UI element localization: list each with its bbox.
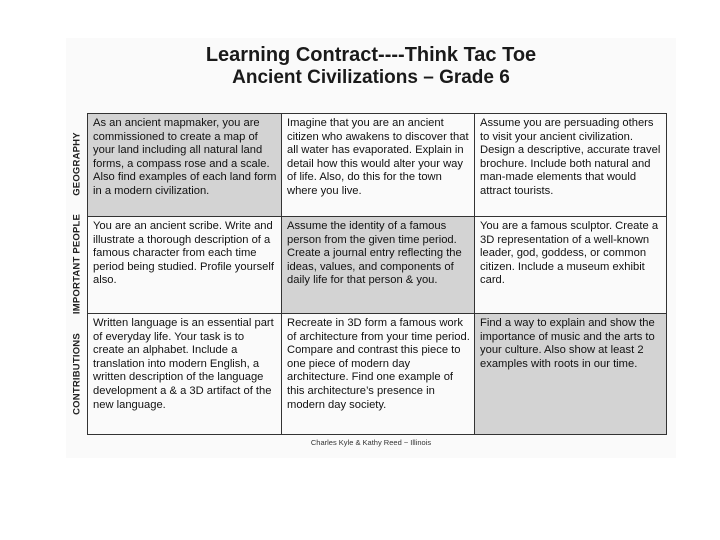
row-label-geography: GEOGRAPHY <box>71 132 83 196</box>
grid-cell-contributions-3: Find a way to explain and show the importance of music and the arts to your culture. Also show at least 2 examples with roots in our time. <box>475 314 667 435</box>
grid-cell-people-2: Assume the identity of a famous person from the given time period. Create a journal entry reflecting the ideas, values, and components of daily life for that person & you. <box>282 217 475 314</box>
document-title <box>66 44 676 89</box>
grid-cell-geography-3: Assume you are persuading others to visit your ancient civilization. Design a descriptive, accurate travel brochure. Include both natural and man-made elements that would attract tourists. <box>475 114 667 217</box>
grid-cell-contributions-1: Written language is an essential part of everyday life. Your task is to create an alphabet. Include a translation into modern English, a written description of the language development a & a 3D artifact of the new language. <box>88 314 282 435</box>
grid-cell-people-1: You are an ancient scribe. Write and illustrate a thorough description of a famous character from each time period being studied. Profile yourself also. <box>88 217 282 314</box>
grid-row-contributions <box>88 314 667 435</box>
grid-cell-contributions-2: Recreate in 3D form a famous work of architecture from your time period. Compare and contrast this piece to one piece of modern day architecture. Find one example of this architecture’s presence in modern day society. <box>282 314 475 435</box>
grid-row-important-people <box>88 217 667 314</box>
row-label-contributions: CONTRIBUTIONS <box>71 333 83 415</box>
credit-footer: Charles Kyle & Kathy Reed ~ Illinois <box>310 438 432 447</box>
row-label-important-people: IMPORTANT PEOPLE <box>71 213 83 315</box>
grid-cell-people-3: You are a famous sculptor. Create a 3D representation of a well-known leader, god, goddess, or common citizen. Include a museum exhibit card. <box>475 217 667 314</box>
title-line-1: Learning Contract----Think Tac Toe <box>205 44 537 66</box>
grid-cell-geography-2: Imagine that you are an ancient citizen who awakens to discover that all water has evaporated. Explain in detail how this would alter your way of life. Also, do this for the town where you live. <box>282 114 475 217</box>
grid-cell-geography-1: As an ancient mapmaker, you are commissioned to create a map of your land including all natural land forms, a compass rose and a scale. Also find examples of each land form in a modern civilization. <box>88 114 282 217</box>
think-tac-toe-grid <box>87 113 667 435</box>
title-line-2: Ancient Civilizations – Grade 6 <box>232 67 510 88</box>
grid-row-geography <box>88 114 667 217</box>
